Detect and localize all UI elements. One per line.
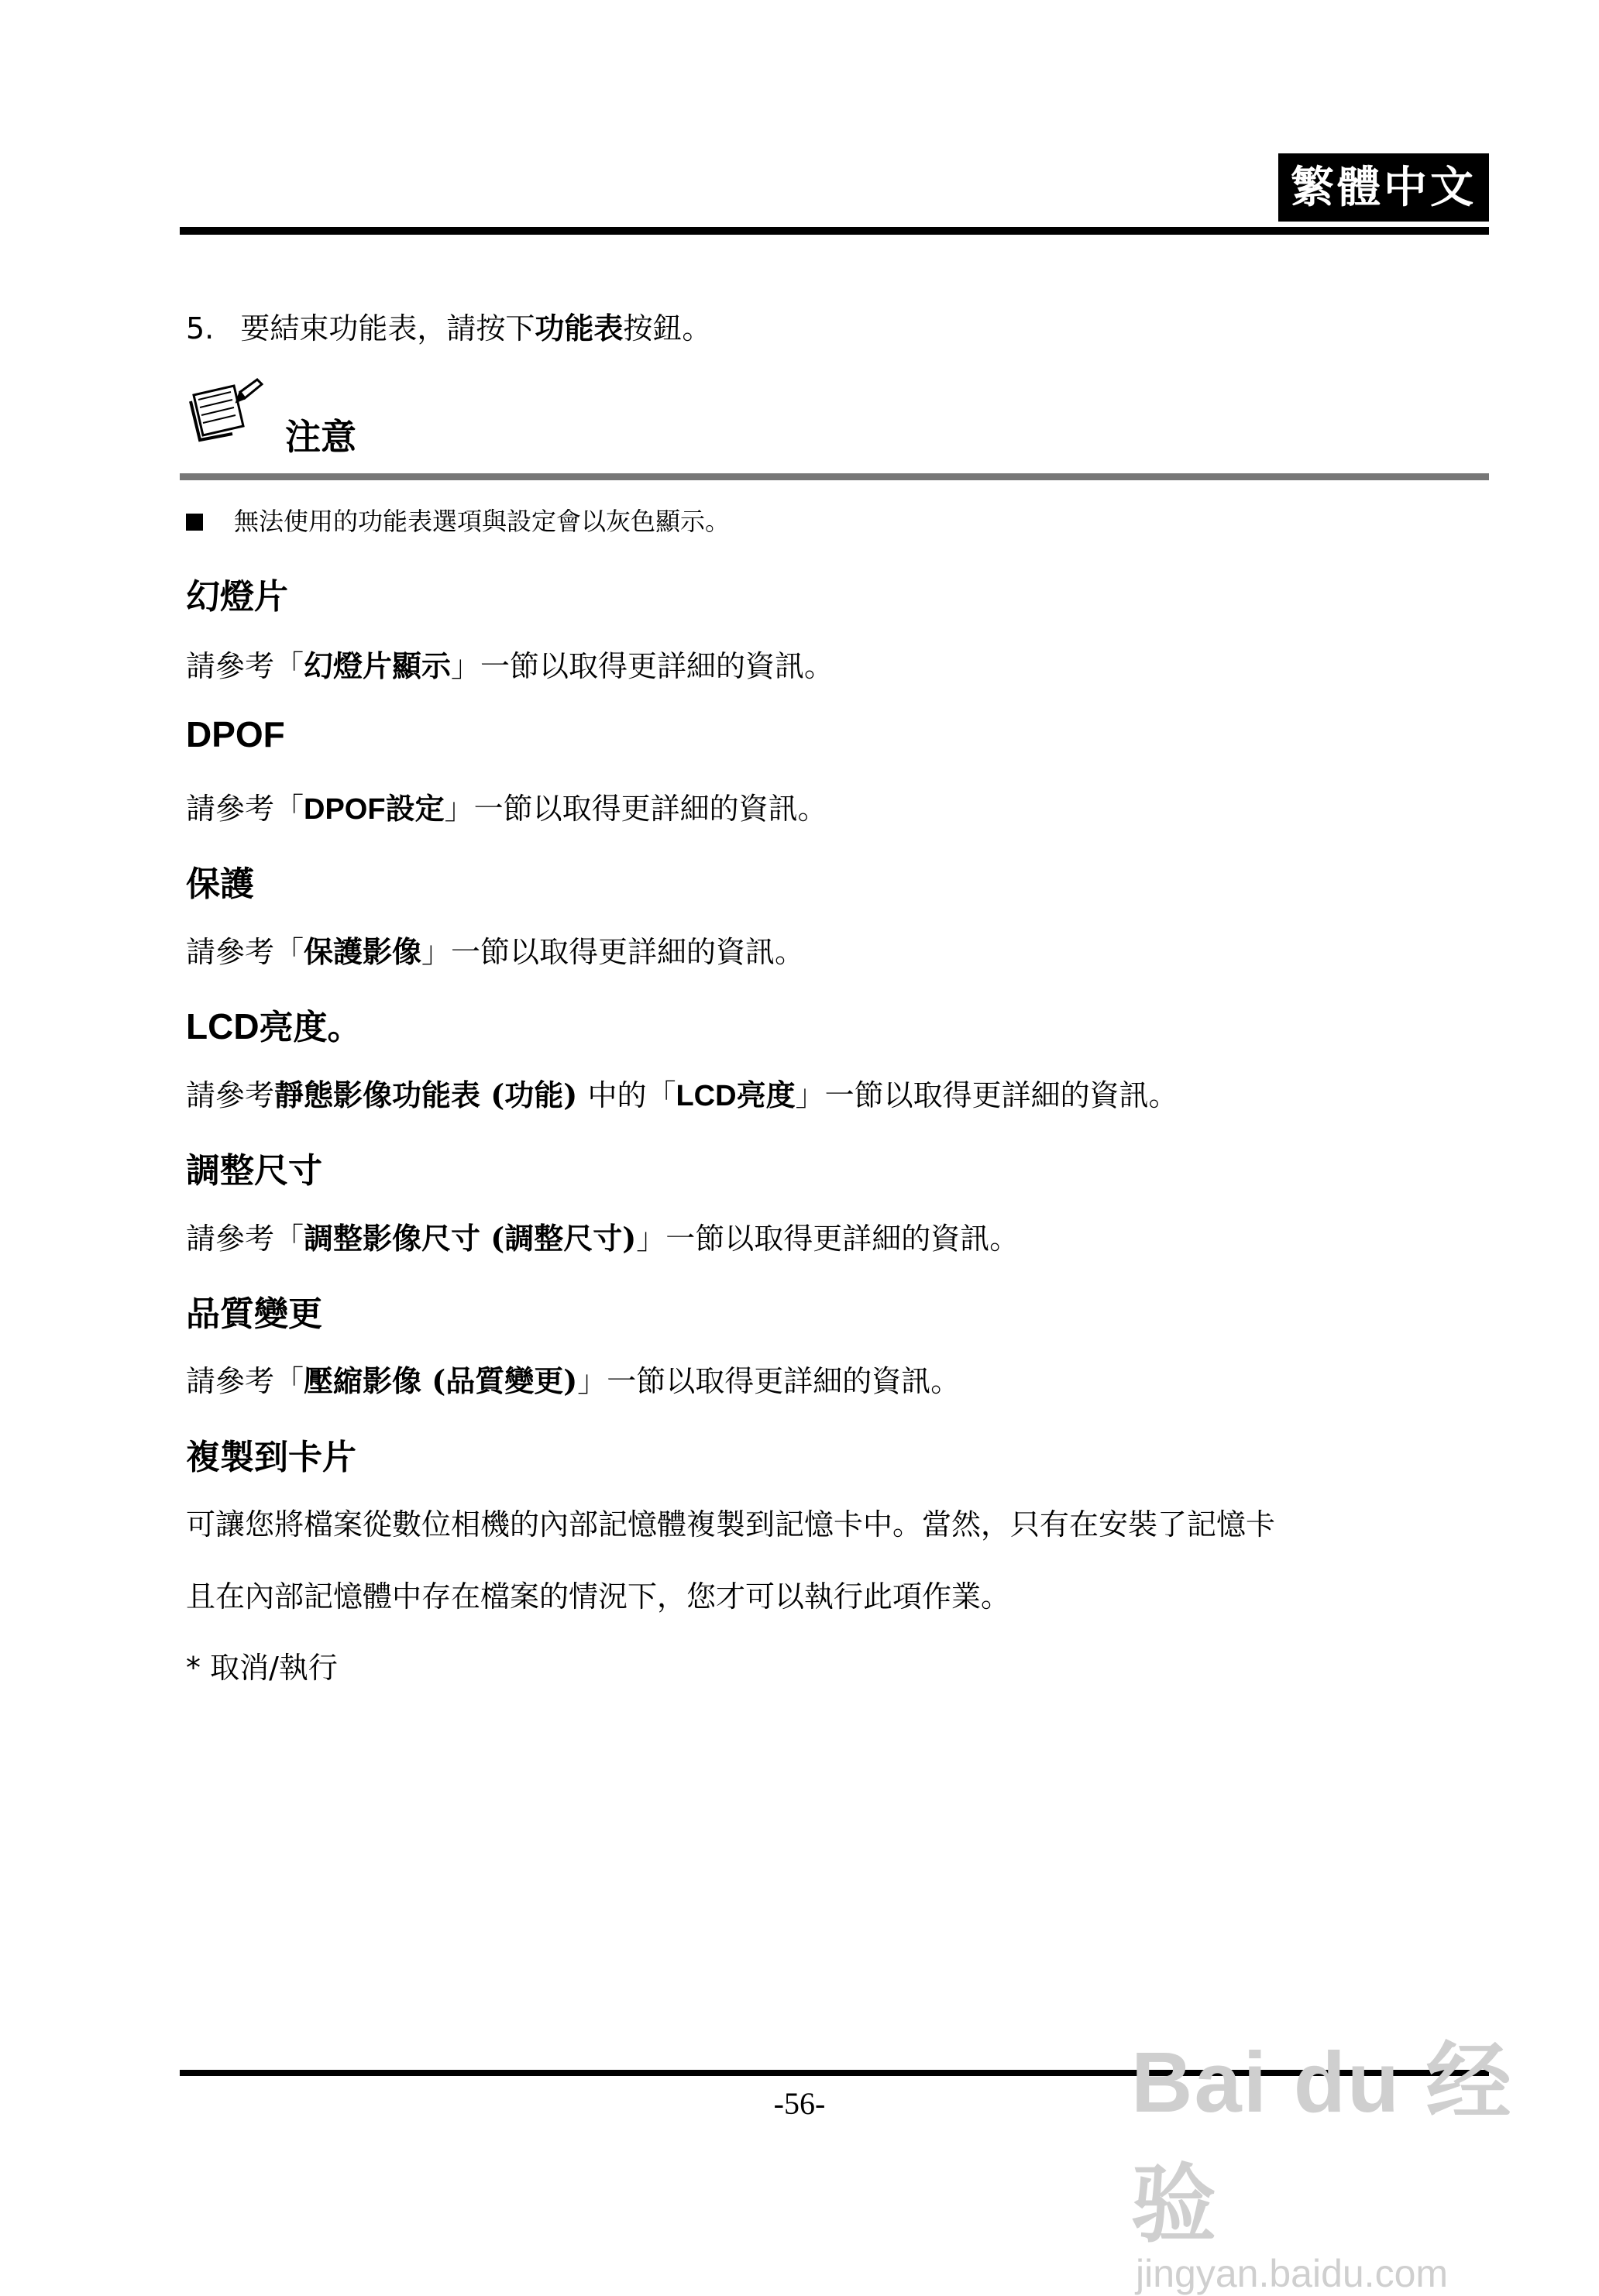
step-text: 要結束功能表，請按下: [240, 311, 535, 345]
menu-button-name: 功能表: [535, 311, 624, 345]
section-title-slideshow: 幻燈片: [186, 577, 288, 617]
section-ref-resize: 請參考「調整影像尺寸 (調整尺寸)」一節以取得更詳細的資訊。: [186, 1221, 1020, 1256]
section-ref-quality: 請參考「壓縮影像 (品質變更)」一節以取得更詳細的資訊。: [186, 1363, 961, 1398]
section-title-quality: 品質變更: [186, 1294, 322, 1334]
note-bullet: [186, 502, 730, 538]
note-title: 注意: [285, 416, 356, 458]
page-number: -56-: [773, 2086, 826, 2121]
watermark-url: jingyan.baidu.com: [1136, 2252, 1449, 2295]
section-title-resize: 調整尺寸: [186, 1151, 322, 1191]
header-rule: [180, 227, 1489, 235]
section-ref-slideshow: 請參考「幻燈片顯示」一節以取得更詳細的資訊。: [186, 648, 834, 683]
section-ref-protect: 請參考「保護影像」一節以取得更詳細的資訊。: [186, 934, 805, 969]
section-ref-dpof: 請參考「DPOF設定」一節以取得更詳細的資訊。: [186, 791, 827, 826]
watermark: [1131, 2014, 1599, 2296]
note-rule: [180, 473, 1489, 480]
section-title-lcd-brightness: LCD亮度。: [186, 1006, 362, 1047]
note-bullet-text: 無法使用的功能表選項與設定會以灰色顯示。: [234, 507, 731, 536]
section-title-copy-to-card: 複製到卡片: [186, 1438, 356, 1477]
bullet-square-icon: [186, 514, 203, 531]
note-pad-icon: [186, 378, 263, 452]
section-title-protect: 保護: [186, 864, 254, 904]
step-text-end: 按鈕。: [623, 311, 712, 345]
section-title-dpof: DPOF: [186, 714, 285, 754]
section-ref-lcd-brightness: 請參考靜態影像功能表 (功能) 中的「LCD亮度」一節以取得更詳細的資訊。: [186, 1078, 1178, 1112]
step-number: 5.: [186, 311, 215, 345]
copy-to-card-line-1: 可讓您將檔案從數位相機的內部記憶體複製到記憶卡中。當然，只有在安裝了記憶卡: [186, 1507, 1276, 1542]
watermark-brand: Bai du 经验: [1131, 2035, 1513, 2253]
copy-to-card-options: * 取消/執行: [186, 1651, 338, 1685]
step-5: [186, 304, 711, 347]
copy-to-card-line-2: 且在內部記憶體中存在檔案的情況下，您才可以執行此項作業。: [186, 1579, 1011, 1614]
language-tab: 繁體中文: [1278, 153, 1489, 222]
